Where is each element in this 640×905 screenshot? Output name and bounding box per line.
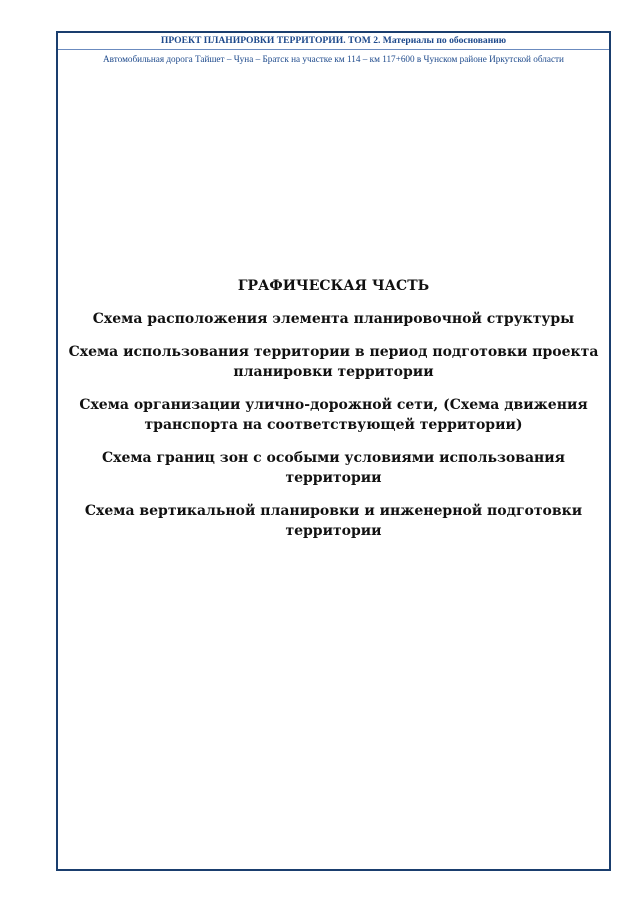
section-heading: ГРАФИЧЕСКАЯ ЧАСТЬ — [237, 278, 430, 294]
document-header-title: ПРОЕКТ ПЛАНИРОВКИ ТЕРРИТОРИИ. ТОМ 2. Материалы по обоснованию — [160, 35, 507, 46]
scheme-item-special-zones: Схема границ зон с особыми условиями использования территории — [101, 450, 566, 486]
scheme-item-street-road-network: Схема организации улично-дорожной сети, (Схема движения транспорта на соответствующей территории) — [79, 397, 588, 433]
scheme-item-vertical-planning: Схема вертикальной планировки и инженерной подготовки территории — [84, 503, 583, 539]
scheme-item-structure-location: Схема расположения элемента планировочной структуры — [92, 311, 575, 327]
graphic-part-section — [58, 276, 609, 554]
document-header-subtitle: Автомобильная дорога Тайшет – Чуна – Братск на участке км 114 – км 117+600 в Чунском районе Иркутской области — [103, 54, 564, 64]
scheme-item-territory-use: Схема использования территории в период подготовки проекта планировки территории — [68, 344, 599, 380]
